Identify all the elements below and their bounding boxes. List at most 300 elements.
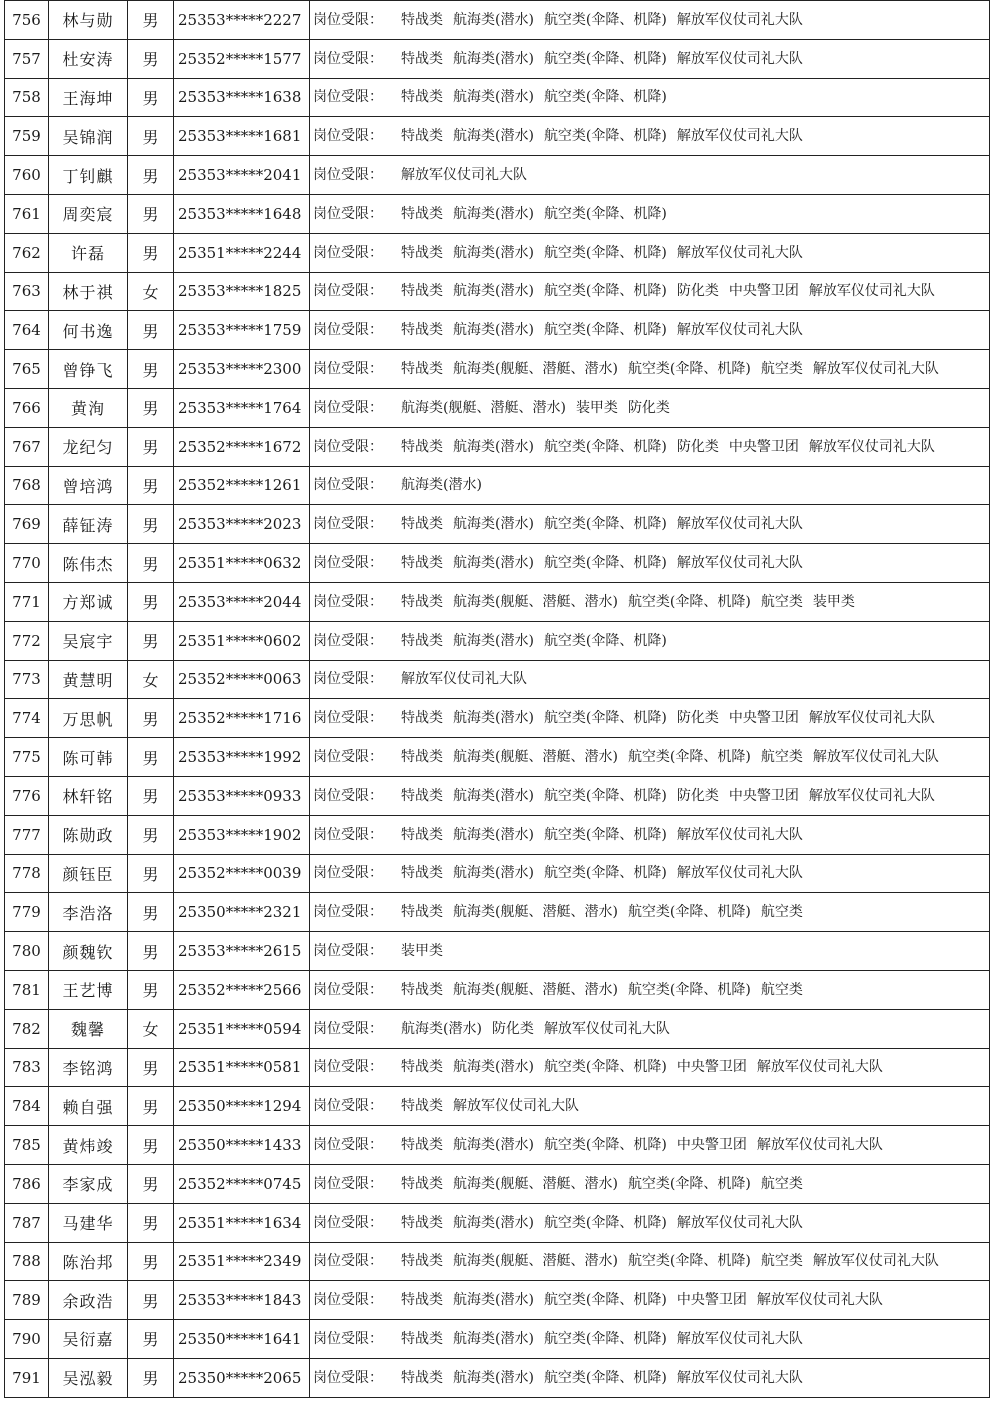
restriction-item: 装甲类: [401, 943, 443, 960]
restriction-item: 航海类(潜水): [401, 477, 482, 494]
row-number-cell: 765: [5, 350, 49, 389]
restriction-item: 航空类(伞降、机降): [543, 787, 667, 804]
table-row: [5, 78, 990, 117]
row-number-cell: 789: [5, 1281, 49, 1320]
restriction-item: 解放军仪仗司礼大队: [808, 710, 935, 727]
restriction-item: 航空类: [760, 1253, 803, 1270]
restriction-item: 特战类: [401, 322, 443, 339]
row-number-cell: 773: [5, 660, 49, 699]
restriction-item: 防化类: [676, 787, 719, 804]
restriction-item: 航空类(伞降、机降): [543, 283, 667, 300]
restriction-item: 解放军仪仗司礼大队: [676, 516, 803, 533]
restriction-label: 岗位受限：: [313, 283, 383, 300]
restriction-cell: [310, 660, 990, 699]
restriction-item: 特战类: [401, 1330, 443, 1347]
restriction-item: 航空类(伞降、机降): [627, 904, 751, 921]
name-cell: 吴泓毅: [49, 1358, 128, 1397]
restriction-item: 装甲类: [812, 593, 855, 610]
restriction-cell: [310, 970, 990, 1009]
restriction-item: 航海类(潜水): [453, 555, 534, 572]
restriction-item: 航海类(潜水): [453, 1330, 534, 1347]
id-number-cell: 25352*****1672: [174, 427, 310, 466]
restriction-cell: [310, 1320, 990, 1359]
restriction-label: 岗位受限：: [313, 710, 383, 727]
restriction-item: 航空类(伞降、机降): [543, 50, 667, 67]
id-number-cell: 25353*****2300: [174, 350, 310, 389]
table-row: [5, 194, 990, 233]
row-number-cell: 758: [5, 78, 49, 117]
gender-cell: 男: [128, 1281, 174, 1320]
id-number-cell: 25353*****0933: [174, 776, 310, 815]
row-number-cell: 781: [5, 970, 49, 1009]
restriction-item: 特战类: [401, 865, 443, 882]
restriction-item: 中央警卫团: [728, 283, 799, 300]
id-number-cell: 25353*****2227: [174, 1, 310, 40]
id-number-cell: 25352*****0063: [174, 660, 310, 699]
restriction-item: 特战类: [401, 50, 443, 67]
restriction-item: 特战类: [401, 593, 443, 610]
table-row: [5, 738, 990, 777]
restriction-cell: [310, 78, 990, 117]
row-number-cell: 772: [5, 621, 49, 660]
restriction-item: 航空类(伞降、机降): [543, 1214, 667, 1231]
restriction-item: 航海类(舰艇、潜艇、潜水): [453, 904, 618, 921]
table-row: [5, 582, 990, 621]
gender-cell: 男: [128, 117, 174, 156]
restriction-item: 航海类(潜水): [453, 50, 534, 67]
table-row: [5, 466, 990, 505]
restriction-item: 航海类(舰艇、潜艇、潜水): [453, 361, 618, 378]
restriction-item: 航空类(伞降、机降): [627, 361, 751, 378]
table-row: [5, 1358, 990, 1397]
restriction-item: 防化类: [491, 1020, 534, 1037]
gender-cell: 男: [128, 776, 174, 815]
restriction-item: 航海类(舰艇、潜艇、潜水): [453, 749, 618, 766]
row-number-cell: 786: [5, 1164, 49, 1203]
id-number-cell: 25351*****1634: [174, 1203, 310, 1242]
restriction-item: 航海类(潜水): [453, 89, 534, 106]
restriction-item: 航海类(潜水): [453, 516, 534, 533]
name-cell: 方郑诚: [49, 582, 128, 621]
restriction-item: 航海类(舰艇、潜艇、潜水): [401, 399, 566, 416]
restriction-item: 航海类(舰艇、潜艇、潜水): [453, 981, 618, 998]
restriction-item: 航空类(伞降、机降): [543, 555, 667, 572]
restriction-label: 岗位受限：: [313, 593, 383, 610]
name-cell: 颜钰臣: [49, 854, 128, 893]
row-number-cell: 791: [5, 1358, 49, 1397]
id-number-cell: 25351*****0581: [174, 1048, 310, 1087]
restriction-item: 特战类: [401, 1214, 443, 1231]
restriction-item: 解放军仪仗司礼大队: [808, 438, 935, 455]
gender-cell: 男: [128, 156, 174, 195]
restriction-item: 航海类(潜水): [453, 283, 534, 300]
id-number-cell: 25353*****2023: [174, 505, 310, 544]
restriction-cell: [310, 1203, 990, 1242]
name-cell: 马建华: [49, 1203, 128, 1242]
name-cell: 陈治邦: [49, 1242, 128, 1281]
restriction-label: 岗位受限：: [313, 981, 383, 998]
name-cell: 王艺博: [49, 970, 128, 1009]
restriction-label: 岗位受限：: [313, 1214, 383, 1231]
restriction-item: 特战类: [401, 244, 443, 261]
restriction-label: 岗位受限：: [313, 865, 383, 882]
restriction-cell: [310, 350, 990, 389]
gender-cell: 男: [128, 738, 174, 777]
restriction-label: 岗位受限：: [313, 244, 383, 261]
restriction-item: 航空类: [760, 361, 803, 378]
restriction-item: 特战类: [401, 1098, 443, 1115]
gender-cell: 男: [128, 311, 174, 350]
restriction-item: 航海类(舰艇、潜艇、潜水): [453, 1175, 618, 1192]
restriction-cell: [310, 1358, 990, 1397]
restriction-item: 解放军仪仗司礼大队: [676, 826, 803, 843]
row-number-cell: 771: [5, 582, 49, 621]
restriction-cell: [310, 505, 990, 544]
restriction-label: 岗位受限：: [313, 671, 383, 688]
gender-cell: 男: [128, 1048, 174, 1087]
gender-cell: 男: [128, 39, 174, 78]
restriction-cell: [310, 39, 990, 78]
gender-cell: 女: [128, 272, 174, 311]
id-number-cell: 25350*****1433: [174, 1126, 310, 1165]
table-row: [5, 544, 990, 583]
restriction-item: 解放军仪仗司礼大队: [401, 671, 527, 688]
gender-cell: 男: [128, 854, 174, 893]
table-row: [5, 932, 990, 971]
table-row: [5, 1242, 990, 1281]
restriction-item: 航空类: [760, 904, 803, 921]
row-number-cell: 783: [5, 1048, 49, 1087]
id-number-cell: 25353*****1902: [174, 815, 310, 854]
gender-cell: 男: [128, 1126, 174, 1165]
restriction-item: 防化类: [676, 710, 719, 727]
table-row: [5, 233, 990, 272]
row-number-cell: 757: [5, 39, 49, 78]
table-row: [5, 699, 990, 738]
row-number-cell: 762: [5, 233, 49, 272]
restriction-cell: [310, 776, 990, 815]
table-row: [5, 1320, 990, 1359]
id-number-cell: 25353*****1992: [174, 738, 310, 777]
restriction-item: 航海类(潜水): [453, 1292, 534, 1309]
restriction-item: 中央警卫团: [676, 1292, 747, 1309]
restriction-item: 特战类: [401, 1253, 443, 1270]
restriction-item: 特战类: [401, 1137, 443, 1153]
id-number-cell: 25353*****1638: [174, 78, 310, 117]
id-number-cell: 25353*****1764: [174, 388, 310, 427]
id-number-cell: 25351*****0632: [174, 544, 310, 583]
restriction-label: 岗位受限：: [313, 1330, 383, 1347]
restriction-item: 特战类: [401, 11, 443, 28]
restriction-item: 航空类: [760, 749, 803, 766]
restriction-item: 航海类(潜水): [453, 1059, 534, 1076]
restriction-item: 航空类: [760, 593, 803, 610]
restriction-item: 解放军仪仗司礼大队: [756, 1059, 883, 1076]
restriction-item: 航海类(潜水): [453, 865, 534, 882]
row-number-cell: 785: [5, 1126, 49, 1165]
restriction-item: 解放军仪仗司礼大队: [401, 167, 527, 184]
name-cell: 黄炜竣: [49, 1126, 128, 1165]
row-number-cell: 768: [5, 466, 49, 505]
row-number-cell: 764: [5, 311, 49, 350]
id-number-cell: 25350*****1294: [174, 1087, 310, 1126]
name-cell: 吴锦润: [49, 117, 128, 156]
restriction-item: 航空类: [760, 981, 803, 998]
restriction-item: 航空类(伞降、机降): [543, 826, 667, 843]
row-number-cell: 780: [5, 932, 49, 971]
name-cell: 黄慧明: [49, 660, 128, 699]
restriction-item: 解放军仪仗司礼大队: [812, 1253, 939, 1270]
restriction-cell: [310, 1, 990, 40]
gender-cell: 女: [128, 660, 174, 699]
restriction-item: 特战类: [401, 1369, 443, 1386]
table-row: [5, 621, 990, 660]
table-row: [5, 1087, 990, 1126]
restriction-item: 解放军仪仗司礼大队: [543, 1020, 670, 1037]
gender-cell: 男: [128, 194, 174, 233]
restriction-item: 航空类(伞降、机降): [627, 1253, 751, 1270]
row-number-cell: 760: [5, 156, 49, 195]
restriction-item: 航海类(潜水): [453, 438, 534, 455]
restriction-item: 航海类(潜水): [453, 11, 534, 28]
restriction-label: 岗位受限：: [313, 1369, 383, 1386]
restriction-label: 岗位受限：: [313, 1137, 383, 1153]
gender-cell: 男: [128, 893, 174, 932]
restriction-item: 航空类(伞降、机降): [543, 244, 667, 261]
restriction-item: 航空类(伞降、机降): [543, 1330, 667, 1347]
id-number-cell: 25353*****1843: [174, 1281, 310, 1320]
restriction-item: 航空类(伞降、机降): [627, 749, 751, 766]
restriction-cell: [310, 699, 990, 738]
restriction-item: 解放军仪仗司礼大队: [676, 244, 803, 261]
restriction-item: 航海类(潜水): [401, 1020, 482, 1037]
restriction-cell: [310, 117, 990, 156]
gender-cell: 男: [128, 815, 174, 854]
row-number-cell: 776: [5, 776, 49, 815]
restriction-item: 解放军仪仗司礼大队: [808, 787, 935, 804]
name-cell: 李铭鸿: [49, 1048, 128, 1087]
restriction-item: 航空类(伞降、机降): [543, 632, 667, 649]
restriction-label: 岗位受限：: [313, 787, 383, 804]
restriction-label: 岗位受限：: [313, 1098, 383, 1115]
restriction-label: 岗位受限：: [313, 555, 383, 572]
restriction-item: 中央警卫团: [728, 787, 799, 804]
restriction-cell: [310, 893, 990, 932]
name-cell: 赖自强: [49, 1087, 128, 1126]
restriction-item: 解放军仪仗司礼大队: [676, 1214, 803, 1231]
restriction-item: 航海类(潜水): [453, 826, 534, 843]
restriction-item: 解放军仪仗司礼大队: [812, 749, 939, 766]
restriction-item: 航空类(伞降、机降): [627, 1175, 751, 1192]
restriction-label: 岗位受限：: [313, 1175, 383, 1192]
restriction-item: 航海类(潜水): [453, 128, 534, 145]
gender-cell: 男: [128, 932, 174, 971]
name-cell: 曾培鸿: [49, 466, 128, 505]
restriction-item: 航海类(潜水): [453, 1137, 534, 1153]
gender-cell: 男: [128, 970, 174, 1009]
table-row: [5, 272, 990, 311]
restriction-item: 特战类: [401, 516, 443, 533]
restriction-label: 岗位受限：: [313, 826, 383, 843]
row-number-cell: 761: [5, 194, 49, 233]
restriction-item: 中央警卫团: [728, 438, 799, 455]
name-cell: 陈伟杰: [49, 544, 128, 583]
table-row: [5, 815, 990, 854]
id-number-cell: 25350*****2065: [174, 1358, 310, 1397]
id-number-cell: 25352*****1716: [174, 699, 310, 738]
restriction-item: 特战类: [401, 361, 443, 378]
restriction-cell: [310, 1164, 990, 1203]
id-number-cell: 25352*****1261: [174, 466, 310, 505]
restriction-label: 岗位受限：: [313, 904, 383, 921]
restriction-item: 航空类(伞降、机降): [543, 1292, 667, 1309]
restriction-item: 特战类: [401, 710, 443, 727]
row-number-cell: 778: [5, 854, 49, 893]
table-row: [5, 1126, 990, 1165]
gender-cell: 女: [128, 1009, 174, 1048]
row-number-cell: 769: [5, 505, 49, 544]
table-row: [5, 1281, 990, 1320]
table-row: [5, 893, 990, 932]
id-number-cell: 25351*****0594: [174, 1009, 310, 1048]
gender-cell: 男: [128, 388, 174, 427]
restriction-label: 岗位受限：: [313, 128, 383, 145]
name-cell: 林轩铭: [49, 776, 128, 815]
gender-cell: 男: [128, 699, 174, 738]
table-row: [5, 1048, 990, 1087]
restriction-item: 特战类: [401, 1175, 443, 1192]
name-cell: 陈勋政: [49, 815, 128, 854]
row-number-cell: 784: [5, 1087, 49, 1126]
restriction-item: 特战类: [401, 438, 443, 455]
restriction-item: 解放军仪仗司礼大队: [676, 555, 803, 572]
restriction-item: 特战类: [401, 904, 443, 921]
restriction-item: 航空类(伞降、机降): [543, 438, 667, 455]
restriction-item: 防化类: [676, 283, 719, 300]
gender-cell: 男: [128, 621, 174, 660]
table-row: [5, 1203, 990, 1242]
restriction-item: 解放军仪仗司礼大队: [676, 50, 803, 67]
restriction-item: 解放军仪仗司礼大队: [812, 361, 939, 378]
id-number-cell: 25353*****2041: [174, 156, 310, 195]
row-number-cell: 759: [5, 117, 49, 156]
restriction-item: 特战类: [401, 283, 443, 300]
restriction-item: 航海类(潜水): [453, 710, 534, 727]
restriction-item: 特战类: [401, 89, 443, 106]
restriction-item: 防化类: [627, 399, 670, 416]
row-number-cell: 774: [5, 699, 49, 738]
restriction-cell: [310, 1087, 990, 1126]
gender-cell: 男: [128, 505, 174, 544]
restriction-cell: [310, 272, 990, 311]
restriction-item: 航海类(舰艇、潜艇、潜水): [453, 593, 618, 610]
restriction-item: 特战类: [401, 555, 443, 572]
gender-cell: 男: [128, 1087, 174, 1126]
restriction-item: 特战类: [401, 205, 443, 222]
restriction-label: 岗位受限：: [313, 477, 383, 494]
name-cell: 周奕宸: [49, 194, 128, 233]
name-cell: 李浩洛: [49, 893, 128, 932]
gender-cell: 男: [128, 582, 174, 621]
gender-cell: 男: [128, 466, 174, 505]
restriction-item: 解放军仪仗司礼大队: [676, 322, 803, 339]
restriction-label: 岗位受限：: [313, 399, 383, 416]
restriction-label: 岗位受限：: [313, 438, 383, 455]
gender-cell: 男: [128, 1358, 174, 1397]
name-cell: 魏馨: [49, 1009, 128, 1048]
row-number-cell: 763: [5, 272, 49, 311]
row-number-cell: 782: [5, 1009, 49, 1048]
name-cell: 何书逸: [49, 311, 128, 350]
row-number-cell: 790: [5, 1320, 49, 1359]
restriction-item: 航空类(伞降、机降): [627, 981, 751, 998]
restriction-item: 解放军仪仗司礼大队: [676, 1330, 803, 1347]
name-cell: 许磊: [49, 233, 128, 272]
name-cell: 颜魏钦: [49, 932, 128, 971]
gender-cell: 男: [128, 78, 174, 117]
restriction-item: 航空类(伞降、机降): [543, 710, 667, 727]
name-cell: 吴宸宇: [49, 621, 128, 660]
id-number-cell: 25353*****2615: [174, 932, 310, 971]
restriction-cell: [310, 388, 990, 427]
restriction-item: 航空类(伞降、机降): [543, 322, 667, 339]
table-row: [5, 311, 990, 350]
restriction-label: 岗位受限：: [313, 1253, 383, 1270]
name-cell: 李家成: [49, 1164, 128, 1203]
restriction-cell: [310, 932, 990, 971]
id-number-cell: 25352*****1577: [174, 39, 310, 78]
restriction-cell: [310, 544, 990, 583]
table-row: [5, 1009, 990, 1048]
name-cell: 余政浩: [49, 1281, 128, 1320]
id-number-cell: 25351*****2349: [174, 1242, 310, 1281]
restriction-item: 航空类(伞降、机降): [543, 1137, 667, 1153]
restriction-item: 航空类(伞降、机降): [543, 205, 667, 222]
restriction-label: 岗位受限：: [313, 1020, 383, 1037]
row-number-cell: 777: [5, 815, 49, 854]
restriction-item: 特战类: [401, 1292, 443, 1309]
table-row: [5, 1164, 990, 1203]
restriction-cell: [310, 1126, 990, 1165]
restriction-item: 航空类: [760, 1175, 803, 1192]
id-number-cell: 25353*****1681: [174, 117, 310, 156]
restriction-label: 岗位受限：: [313, 11, 383, 28]
row-number-cell: 767: [5, 427, 49, 466]
name-cell: 吴衍嘉: [49, 1320, 128, 1359]
name-cell: 万思帆: [49, 699, 128, 738]
restriction-label: 岗位受限：: [313, 50, 383, 67]
table-row: [5, 388, 990, 427]
table-row: [5, 505, 990, 544]
table-row: [5, 660, 990, 699]
restriction-cell: [310, 427, 990, 466]
restriction-item: 航海类(潜水): [453, 1369, 534, 1386]
name-cell: 黄洵: [49, 388, 128, 427]
restriction-label: 岗位受限：: [313, 516, 383, 533]
restriction-item: 航空类(伞降、机降): [543, 128, 667, 145]
restriction-item: 特战类: [401, 981, 443, 998]
restriction-item: 中央警卫团: [728, 710, 799, 727]
gender-cell: 男: [128, 1320, 174, 1359]
gender-cell: 男: [128, 1242, 174, 1281]
restriction-item: 解放军仪仗司礼大队: [808, 283, 935, 300]
row-number-cell: 756: [5, 1, 49, 40]
id-number-cell: 25353*****1759: [174, 311, 310, 350]
restriction-label: 岗位受限：: [313, 632, 383, 649]
table-row: [5, 350, 990, 389]
restriction-item: 航空类(伞降、机降): [543, 516, 667, 533]
restriction-label: 岗位受限：: [313, 89, 383, 106]
